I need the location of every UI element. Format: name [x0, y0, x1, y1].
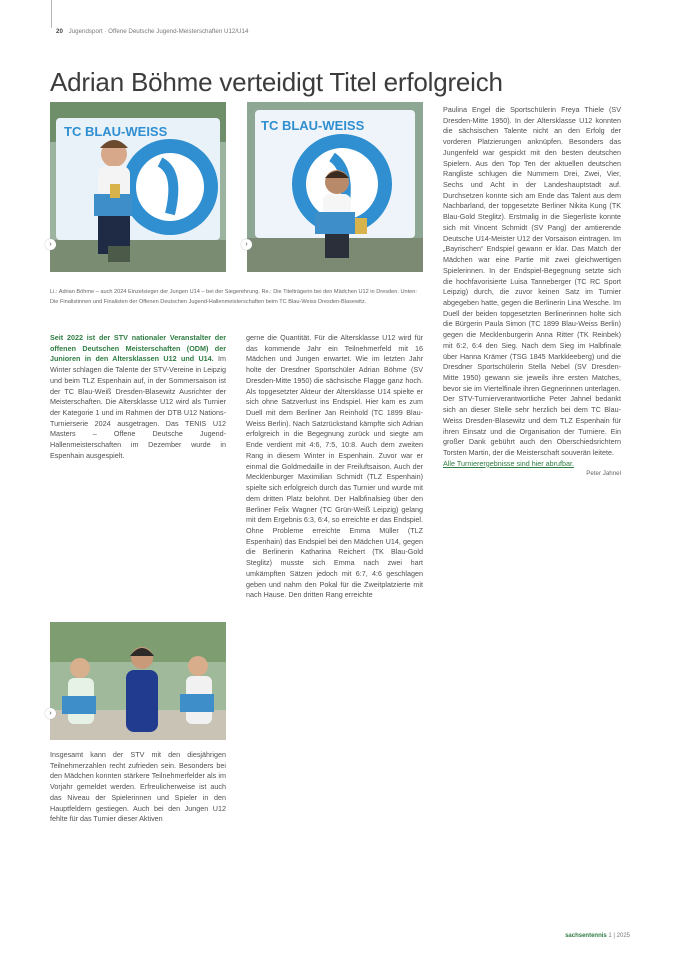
breadcrumb: Jugendsport · Offene Deutsche Jugend-Meisterschaften U12/U14	[68, 28, 249, 35]
article-paragraph	[50, 333, 226, 462]
article-paragraph: Insgesamt kann der STV mit den diesjährigen Teilnehmerzahlen recht zufrieden sein. Besonders bei den Mädchen konnten stärkere Teilnehmerfelder als im Vorjahr gemeldet werden. Erfreulicherweise ist auch das Niveau der Spielerinnen und Spieler in den Hauptfeldern gestiegen. Auch bei den Jungen U12 fehlte für das Turnier dieser Aktiven	[50, 750, 226, 824]
article-paragraph: gerne die Quantität. Für die Altersklasse U12 wird für das kommende Jahr ein Teilnehmerfeld mit 16 Mädchen und Jungen erwartet. Wie im letzten Jahr holte der Dresdner Sportschüler Adrian Böhme (SV Dresden-Mitte 1950) die sächsische Flagge ganz hoch. Als topgesetzter Akteur der Altersklasse U14 spielte er sich ohne Satzverlust ins Endspiel. Hier kam es zum Duell mit dem Berliner Jan Reinhold (TC 1899 Blau-Weiss Berlin). Nach Satzrückstand kämpfte sich Adrian erfolgreich in die Begegnung zurück und siegte am Ende verdient mit 4:6, 7:5, 10:8. Auch dem zweiten Rang in diesem Winter in Espenhain. Zuvor war er einmal die Goldmedaille in der Freiluftsaison. Auch der Mecklenburger Maximilian Schmidt (TLZ Espenhain) spielte sich erfolgreich durch das Turnier und wurde mit dem dritten Platz belohnt. Der Halbfinalsieg über den Berliner Felix Wagner (TC Grün-Weiß Leipzig) gelang mit dem Ergebnis 6:3, 6:4, so erreichte er das Endspiel. Ohne Probleme erreichte Emma Müller (TLZ Espenhain) das Endspiel bei den Mädchen U14, gegen die Berlinerin Katharina Reichert (TK Blau-Gold Steglitz) musste sich Emma nach zwei hart umkämpften Sätzen jedoch mit 6:7, 4:6 geschlagen geben und nahm den Pokal für die Zweitplatzierte mit nach Hause. Den dritten Rang erreichte	[246, 333, 423, 600]
article-paragraph: Der STV-Turnierverantwortliche Peter Jahnel bedankt sich an dieser Stelle sehr herzlich bei dem TC Blau-Weiss Dresden-Blasewitz und dem TLZ Espenhain für ihren Einsatz und die Organisation der Turniere. Ein großer Dank gebührt auch den Oberschiedsrichtern Torsten Martin, der die Meisterschaft souverän leitete.	[443, 394, 621, 457]
footer-issue: 1 | 2025	[608, 933, 630, 939]
article-column-3	[443, 105, 621, 480]
margin-rule	[51, 0, 52, 28]
svg-text:TC BLAU-WEISS: TC BLAU-WEISS	[64, 124, 168, 139]
chevron-right-icon: ›	[49, 241, 52, 248]
article-column-1-continued	[50, 750, 226, 825]
footer-brand: sachsentennis	[565, 933, 607, 939]
results-link[interactable]: Alle Turnierergebnisse sind hier abrufbar.	[443, 458, 575, 468]
article-author: Peter Jahnel	[586, 470, 621, 478]
photo-nav-button[interactable]	[241, 239, 252, 250]
page-header	[56, 28, 248, 35]
article-lead: Seit 2022 ist der STV nationaler Veranstalter der offenen Deutschen Meisterschaften (ODM) der Junioren in den Altersklassen U12 und U14.	[50, 333, 226, 364]
photo-adrian-boehme[interactable]	[50, 102, 226, 272]
photo-girl-illustration	[247, 102, 423, 272]
photo-group-finalists[interactable]	[50, 622, 226, 740]
article-text: Im Winter schlagen die Talente der STV-Vereine in Leipzig und beim TLZ Espenhain auf, in der Sommersaison ist der TC Blau-Weiß Dresden-Blasewitz Ausrichter der Meisterschaften. Die Altersklasse U12 wird als Turnier der Kategorie 1 und im Rahmen der DTB U12 Nations-Turnierserie 2024 ausgetragen. Das TENIS U12 Masters – Offene Deutsche Jugend-Hallenmeisterschaften im Dezember wurde in Espenhain ausgespielt.	[50, 354, 226, 460]
chevron-right-icon: ›	[49, 710, 52, 717]
photo-girl-winner[interactable]	[247, 102, 423, 272]
article-title: Adrian Böhme verteidigt Titel erfolgreich	[50, 67, 503, 98]
page-number: 20	[56, 28, 63, 35]
article-column-2	[246, 333, 423, 601]
photo-nav-button[interactable]	[45, 708, 56, 719]
photo-nav-button[interactable]	[45, 239, 56, 250]
photo-caption: Li.: Adrian Böhme – auch 2024 Einzelsieger der Jungen U14 – bei der Siegerehrung. Re.: Die Titelträgerin bei den Mädchen U12 in Dresden. Unten: Die Finalistinnen und Finalisten der Offenen Deutschen Jugend-Hallenmeisterschaften beim TC Blau-Weiss Dresden-Blasewitz.	[50, 289, 417, 305]
article-column-1	[50, 333, 226, 462]
photo-group-illustration	[50, 622, 226, 740]
chevron-right-icon: ›	[245, 241, 248, 248]
page-footer	[565, 933, 630, 939]
photo-adrian-illustration	[50, 102, 226, 272]
article-paragraph: Paulina Engel die Sportschülerin Freya Thiele (SV Dresden-Mitte 1950). In der Altersklasse U12 konnten die sächsischen Talente nicht an den Erfolg der vorderen Platzierungen anknüpfen. Besonders das Jungenfeld war gespickt mit den besten deutschen Spielern. Aus den Top Ten der aktuellen deutschen Rangliste schlugen die Nummern Drei, Zwei, Vier, Sechs und Acht in der Landeshauptstadt auf. Durchsetzen konnte sich am Ende das Talent aus dem Nachbarland, der topgesetzte Berliner Nikita Kung (TK Blau-Gold Steglitz). Erstmalig in die Siegerliste konnte sich mit Vincent Schmidt (SV Pang) der amtierende Deutsche U14-Meister U12 der Vorsaison eintragen. Im „Bayrischen“ Endspiel gewann er klar. Das Match der Mädchen war eine Partie mit zwei gleichwertigen Spielerinnen. In der Endspiel-Begegnung setzte sich die hochfavorisierte Luisa Tanneberger (TC RC Sport Leipzig) durch, die zuvor keinen Satz im Turnier abgegeben hatte, gegen die Berlinerin Lina Wesche. Im Duell der beiden topgesetzten Berlinerinnen holte sich die Bürgerin Paula Simon (TC 1899 Blau-Weiss Berlin) gegen die Mecklenburgerin Anna Ritter (TK Reinbek) mit 6:2, 6:4 den Sieg. Nach dem Sieg im Halbfinale über Hanna Krämer (TSG 1845 Markkleeberg) und die Dresdner Sportschülerin Stella Nebel (SV Dresden-Mitte 1950) gewann sie jeweils ihre ersten Matches, bevor sie im Viertelfinale ihren Gegnerinnen unterlagen.	[443, 105, 621, 393]
svg-text:TC BLAU-WEISS: TC BLAU-WEISS	[261, 118, 365, 133]
